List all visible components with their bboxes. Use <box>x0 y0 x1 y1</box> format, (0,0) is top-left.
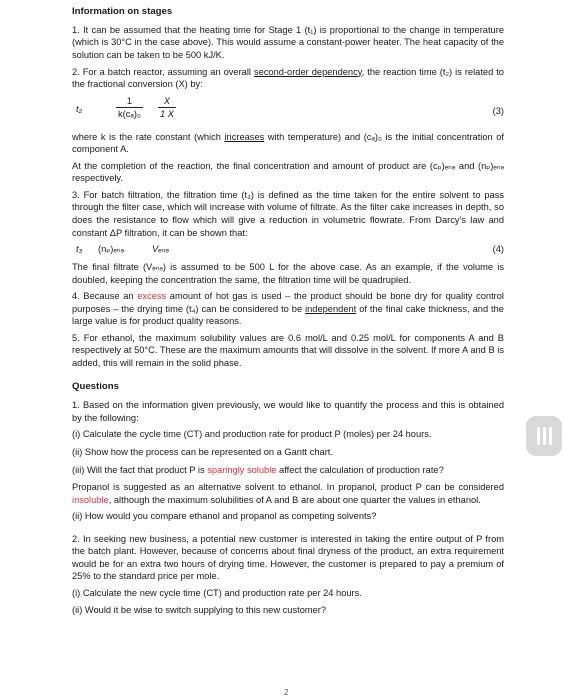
equation-number: (3) <box>492 105 504 116</box>
question-1-part-iii <box>72 464 504 477</box>
fraction-denominator: 1 X <box>160 109 174 120</box>
underlined-term: increases <box>224 131 265 142</box>
question-1-part-i: (i) Calculate the cycle time (CT) and production rate for product P (moles) per 24 hours. <box>72 429 432 440</box>
equation-term: (nₚ)ₑₙₔ <box>98 244 124 255</box>
question-1-part-ii: (ii) Show how the process can be represented on a Gantt chart. <box>72 447 333 457</box>
pause-bar-icon <box>537 427 540 445</box>
highlighted-term: sparingly soluble <box>207 464 277 475</box>
equation-fraction-1 <box>116 95 143 121</box>
questions-heading: Questions <box>72 381 119 393</box>
text-span: amount of hot gas is used – the product should be bone dry for quality control purposes – the drying time (t₄) can be considered to be <box>72 291 504 314</box>
pause-bar-icon <box>549 427 552 445</box>
text-span: of the final cake thickness, and the large value is for product quality reasons. <box>72 303 504 327</box>
info-paragraph-6: The final filtrate (Vₑₙₔ) is assumed to be 500 L for the above case. As an example, if the volume is doubled, keeping the concentration the same, the filtration time will be quadrupled. <box>72 262 504 285</box>
info-heading: Information on stages <box>72 6 173 17</box>
equation-fraction-2 <box>158 95 176 121</box>
question-1-propanol-paragraph <box>72 481 504 506</box>
text-span: where k is the rate constant (which <box>72 131 225 142</box>
info-paragraph-3 <box>72 131 504 156</box>
info-paragraph-2 <box>72 66 504 91</box>
text-span: (iii) Will the fact that product P is <box>72 464 208 475</box>
text-span: affect the calculation of production rate? <box>276 464 444 475</box>
question-2-part-i: (i) Calculate the new cycle time (CT) and production rate per 24 hours. <box>72 587 362 598</box>
highlighted-term: excess <box>137 291 167 302</box>
equation-lhs: t₂ <box>76 103 83 114</box>
fraction-denominator: k(cₐ)₀ <box>118 109 141 120</box>
text-span: 2. For a batch reactor, assuming an overall <box>72 66 254 77</box>
question-2-part-ii: (ii) Would it be wise to switch supplying to this new customer? <box>72 605 327 616</box>
info-paragraph-5: 3. For batch filtration, the filtration time (t₃) is defined as the time taken for the entire solvent to pass through the filter case, which will increase with volume of filtrate. As the filter cake increases in depth, so does the resistance to flow which will give a reduction in volumetric flowrate. From Darcy's law and constant ΔP filtration, it can be shown that: <box>72 189 504 238</box>
info-paragraph-8: 5. For ethanol, the maximum solubility values are 0.6 mol/L and 0.25 mol/L for components A and B respectively at 50°C. These are the maximum amounts that will dissolve in the solvent. If more A and B is added, this will remain in the solid phase. <box>72 332 504 368</box>
underlined-term: independent <box>305 303 357 314</box>
page-number: 2 <box>284 688 289 697</box>
fraction-numerator: X <box>158 95 176 109</box>
equation-3 <box>72 95 504 125</box>
pause-toggle-button[interactable] <box>526 416 562 456</box>
question-1-part-ii-b: (ii) How would you compare ethanol and propanol as competing solvents? <box>72 511 377 522</box>
fraction-numerator: 1 <box>116 95 143 109</box>
question-2: 2. In seeking new business, a potential new customer is interested in taking the entire output of P from the batch plant. However, because of concerns about final dryness of the product, an extra requirement would be for an extra two hours of drying time. However, the customer is prepared to pay a premium of 25% to the standard price per mole. <box>72 533 504 582</box>
equation-term: Vₑₙₔ <box>152 244 170 255</box>
text-span: with temperature) and (cₐ)₀ is the initial concentration of component A. <box>72 131 504 155</box>
equation-number: (4) <box>492 244 504 255</box>
info-paragraph-1: 1. It can be assumed that the heating time for Stage 1 (t₁) is proportional to the change in temperature (which is 30°C in the case above). This would assume a constant-power heater. The heat capacity of the solution can be taken to be 500 kJ/K. <box>72 24 504 61</box>
pause-bar-icon <box>543 427 546 445</box>
info-paragraph-7 <box>72 290 504 328</box>
document-content <box>72 6 504 622</box>
equation-term: t₃ <box>76 244 83 255</box>
underlined-term: second-order dependency <box>253 66 362 77</box>
text-span: , although the maximum solubilities of A and B are about one quarter the values in ethanol. <box>108 494 481 505</box>
info-paragraph-4: At the completion of the reaction, the final concentration and amount of product are (cₚ)ₑₙₔ and (nₚ)ₑₙₔ respectively. <box>72 160 504 184</box>
highlighted-term: insoluble <box>72 494 109 505</box>
text-span: 4. Because an <box>72 291 138 302</box>
equation-4 <box>72 243 504 259</box>
question-1: 1. Based on the information given previously, we would like to quantify the process and this is obtained by the following: <box>72 400 504 423</box>
text-span: , the reaction time (t₂) is related to the fractional conversion (X) by: <box>72 66 504 90</box>
text-span: Propanol is suggested as an alternative solvent to ethanol. In propanol, product P can be considered <box>72 482 504 493</box>
